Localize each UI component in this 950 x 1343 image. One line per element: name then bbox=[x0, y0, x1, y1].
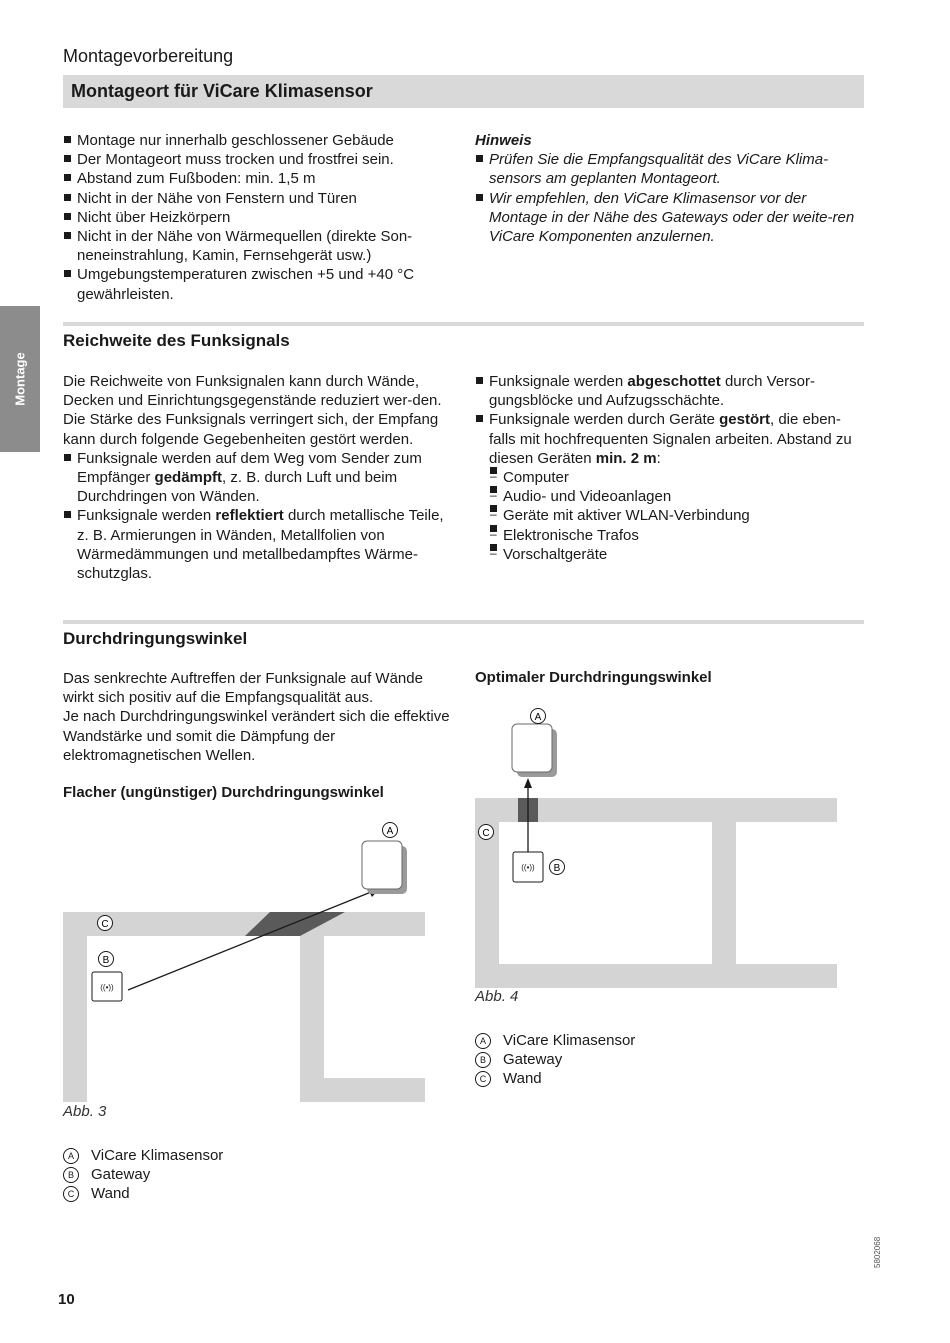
winkel-heading: Durchdringungswinkel bbox=[63, 629, 248, 648]
list-item: Prüfen Sie die Empfangsqualität des ViCare Klima-sensors am geplanten Montageort. bbox=[475, 150, 860, 188]
list-item: Abstand zum Fußboden: min. 1,5 m bbox=[63, 169, 448, 188]
list-item: Montage nur innerhalb geschlossener Gebäude bbox=[63, 131, 448, 150]
flat-angle-heading: Flacher (ungünstiger) Durchdringungswinkel bbox=[63, 784, 384, 801]
winkel-intro-1: Das senkrechte Auftreffen der Funksignale auf Wände wirkt sich positiv auf die Empfangsqualität aus. bbox=[63, 670, 423, 707]
label-b: B bbox=[553, 863, 561, 874]
reichweite-heading: Reichweite des Funksignals bbox=[63, 331, 290, 350]
list-item: Nicht über Heizkörpern bbox=[63, 208, 448, 227]
figure-4-legend bbox=[475, 1031, 635, 1089]
list-item: – Computer bbox=[489, 468, 865, 487]
wireless-icon: ((•)) bbox=[521, 863, 535, 872]
signal-line bbox=[128, 890, 376, 990]
legend-key: A bbox=[475, 1033, 491, 1049]
legend-key: C bbox=[63, 1186, 79, 1202]
list-item: Der Montageort muss trocken und frostfrei sein. bbox=[63, 150, 448, 169]
legend-item: B Gateway bbox=[63, 1165, 223, 1184]
list-item: Nicht in der Nähe von Wärmequellen (direkte Son-neneinstrahlung, Kamin, Fernsehgerät usw.) bbox=[63, 227, 448, 265]
figure-4-caption: Abb. 4 bbox=[475, 988, 519, 1005]
sensor-device bbox=[512, 724, 552, 772]
wireless-icon: ((•)) bbox=[100, 983, 114, 992]
hint-title: Hinweis bbox=[475, 132, 532, 149]
list-item: Funksignale werden reflektiert durch metallische Teile, z. B. Armierungen in Wänden, Metallfolien von Wärmedämmungen und metallbedampftes Wärme-schutzglas. bbox=[63, 506, 451, 583]
optimal-angle-heading: Optimaler Durchdringungswinkel bbox=[475, 669, 712, 686]
label-b: B bbox=[102, 955, 110, 966]
list-item: – Vorschaltgeräte bbox=[489, 545, 865, 564]
list-item: – Elektronische Trafos bbox=[489, 526, 865, 545]
legend-item: B Gateway bbox=[475, 1050, 635, 1069]
list-item: – Audio- und Videoanlagen bbox=[489, 487, 865, 506]
list-item: Nicht in der Nähe von Fenstern und Türen bbox=[63, 189, 448, 208]
legend-item: A ViCare Klimasensor bbox=[63, 1146, 223, 1165]
label-c: C bbox=[101, 919, 109, 930]
sensor-device bbox=[362, 841, 402, 889]
wall-middle bbox=[712, 798, 736, 988]
wall-bottom bbox=[475, 964, 837, 988]
list-item: – Geräte mit aktiver WLAN-Verbindung bbox=[489, 506, 865, 525]
winkel-intro-2: Je nach Durchdringungswinkel verändert sich die effektive Wandstärke und somit die Dämpfung der elektromagnetischen Wellen. bbox=[63, 708, 450, 764]
list-item: Funksignale werden auf dem Weg vom Sender zum Empfänger gedämpft, z. B. durch Luft und beim Durchdringen von Wänden. bbox=[63, 449, 451, 507]
list-item: Umgebungstemperaturen zwischen +5 und +40 °C gewährleisten. bbox=[63, 265, 448, 303]
page-number: 10 bbox=[58, 1291, 75, 1308]
wall-left bbox=[63, 912, 87, 1102]
figure-3-legend bbox=[63, 1146, 223, 1204]
label-c: C bbox=[482, 828, 490, 839]
page-title: Montageort für ViCare Klimasensor bbox=[71, 81, 373, 101]
figure-3-caption: Abb. 3 bbox=[63, 1103, 107, 1120]
wall-middle bbox=[300, 912, 324, 1102]
side-tab-label: Montage bbox=[12, 352, 28, 406]
legend-key: B bbox=[475, 1052, 491, 1068]
document-code: 5802068 bbox=[873, 1236, 882, 1268]
legend-item: C Wand bbox=[63, 1184, 223, 1203]
legend-key: C bbox=[475, 1071, 491, 1087]
section-label: Montagevorbereitung bbox=[63, 46, 234, 66]
list-item: Wir empfehlen, den ViCare Klimasensor vor der Montage in der Nähe des Gateways oder der weite-ren ViCare Komponenten anzulernen. bbox=[475, 189, 860, 247]
label-a: A bbox=[386, 826, 394, 837]
legend-key: A bbox=[63, 1148, 79, 1164]
arrow-head-icon bbox=[524, 778, 532, 788]
legend-key: B bbox=[63, 1167, 79, 1183]
label-a: A bbox=[534, 712, 542, 723]
reichweite-intro: Die Reichweite von Funksignalen kann durch Wände, Decken und Einrichtungsgegenstände reduziert wer-den. Die Stärke des Funksignals verringert sich, der Empfang kann durch folgende Gegebenheiten gestört werden. bbox=[63, 373, 442, 448]
wall-top bbox=[63, 912, 425, 936]
list-item: Funksignale werden durch Geräte gestört, die eben-falls mit hochfrequenten Signalen arbeiten. Abstand zu diesen Geräten min. 2 m: – Computer – Audio- und Videoanlagen – Geräte mit aktiver WLAN-Verbindung – Elektronische Trafos – Vorschaltgeräte bbox=[475, 410, 865, 564]
wall-bottom-right bbox=[300, 1078, 425, 1102]
list-item: Funksignale werden abgeschottet durch Versor-gungsblöcke und Aufzugsschächte. bbox=[475, 372, 865, 410]
legend-item: C Wand bbox=[475, 1069, 635, 1088]
legend-item: A ViCare Klimasensor bbox=[475, 1031, 635, 1050]
